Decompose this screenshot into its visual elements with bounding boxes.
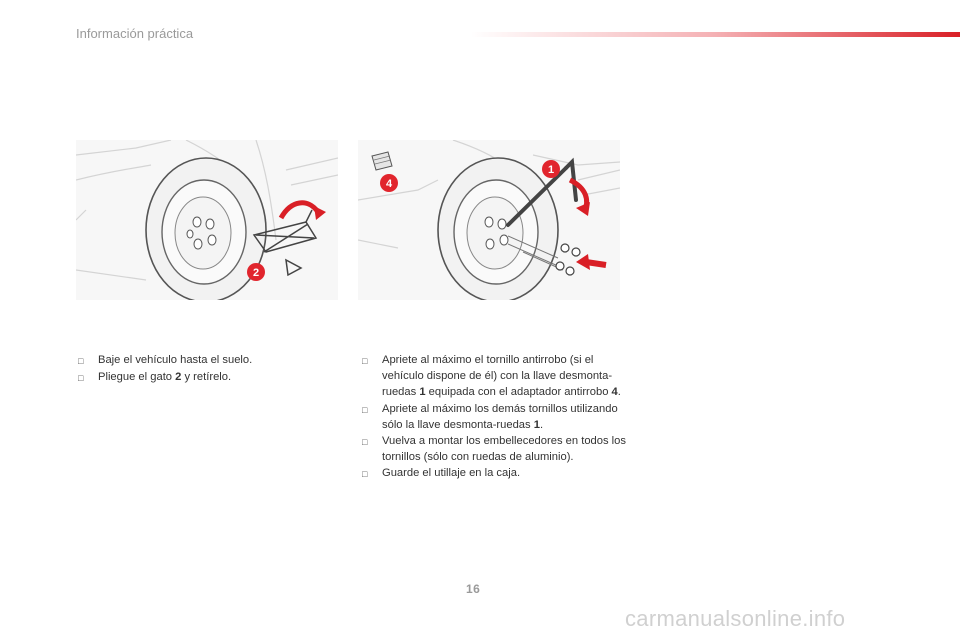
checkbox-square-icon: □ xyxy=(78,356,84,366)
right-instructions xyxy=(362,352,632,483)
instruction-step: □ Baje el vehículo hasta el suelo. xyxy=(78,352,318,369)
instruction-step: □ Vuelva a montar los embellecedores en todos los tornillos (sólo con ruedas de aluminio). xyxy=(362,433,632,465)
checkbox-square-icon: □ xyxy=(362,437,368,448)
page-header-title: Información práctica xyxy=(76,26,194,41)
watermark: carmanualsonline.info xyxy=(625,606,846,631)
checkbox-square-icon: □ xyxy=(362,404,368,415)
left-instructions xyxy=(78,352,318,386)
wheel-wrench-drawing xyxy=(358,140,620,300)
wheel-jack-drawing xyxy=(76,140,338,300)
callout-ref: 1 xyxy=(419,386,426,399)
page-number: 16 xyxy=(466,582,481,596)
instruction-step: □ Apriete al máximo los demás tornillos utilizando sólo la llave desmonta-ruedas 1. xyxy=(362,401,632,433)
illustration-tighten-bolts xyxy=(358,140,620,300)
checkbox-square-icon: □ xyxy=(362,469,368,480)
callout-1-label: 1 xyxy=(547,164,555,176)
header-accent-bar xyxy=(470,32,960,37)
illustration-lower-jack xyxy=(76,140,338,300)
checkbox-square-icon: □ xyxy=(78,373,84,384)
instruction-step: □ Pliegue el gato 2 y retírelo. xyxy=(78,369,318,386)
callout-ref: 2 xyxy=(175,371,182,384)
callout-ref: 4 xyxy=(611,386,618,399)
callout-2-label: 2 xyxy=(252,267,260,279)
anti-theft-adapter-icon xyxy=(372,152,392,170)
callout-4-label: 4 xyxy=(385,178,393,190)
instruction-step: □ Guarde el utillaje en la caja. xyxy=(362,465,632,482)
checkbox-square-icon: □ xyxy=(362,356,368,366)
callout-ref: 1 xyxy=(533,418,540,431)
instruction-step: □ Apriete al máximo el tornillo antirrobo (si el vehículo dispone de él) con la llave desmonta-ruedas 1 equipada con el adaptador antirrobo 4. xyxy=(362,352,632,401)
